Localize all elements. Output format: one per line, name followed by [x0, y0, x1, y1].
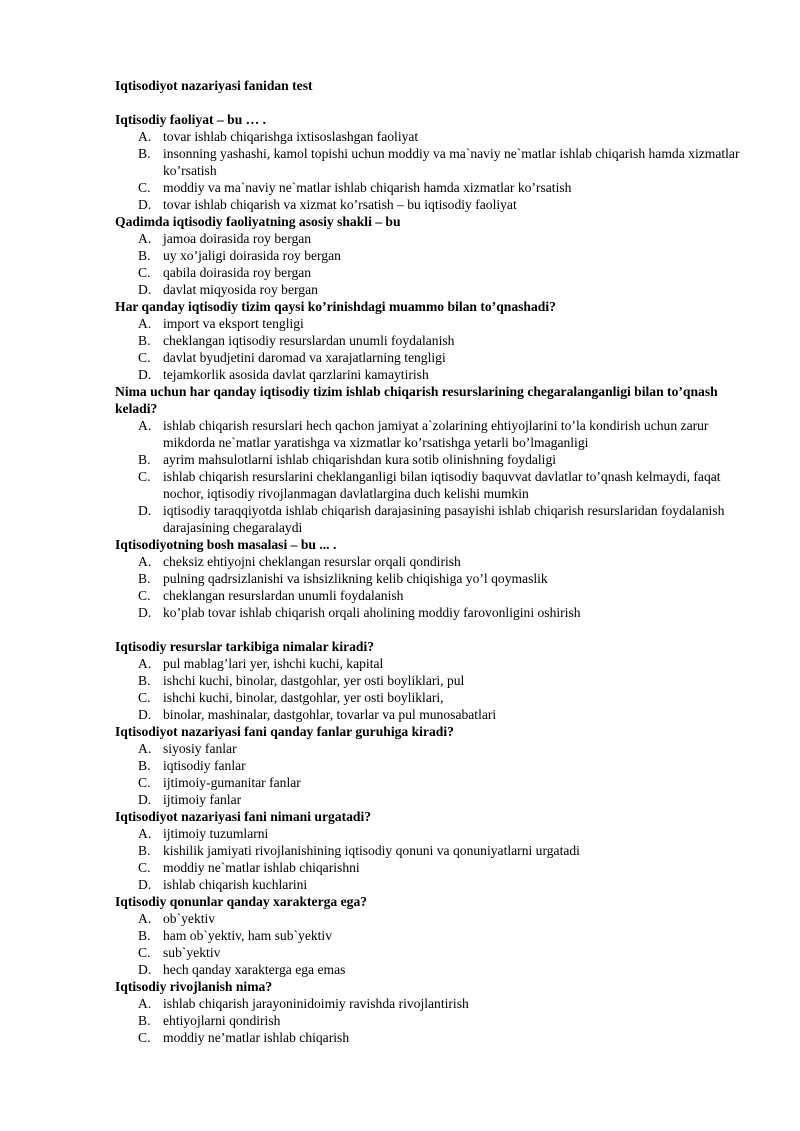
option-text: davlat byudjetini daromad va xarajatlarning tengligi	[163, 350, 446, 365]
question-block	[115, 893, 755, 978]
answer-option	[115, 1012, 755, 1029]
option-text: iqtisodiy fanlar	[163, 758, 246, 773]
option-letter: C.	[138, 350, 151, 365]
answer-options	[115, 128, 755, 213]
question-text: Iqtisodiy qonunlar qanday xarakterga ega?	[115, 894, 368, 909]
answer-option	[115, 366, 755, 383]
option-letter: D.	[138, 962, 152, 977]
question-list	[115, 111, 755, 1046]
question-text: Iqtisodiyot nazariyasi fani qanday fanlar guruhiga kiradi?	[115, 724, 454, 739]
option-letter: B.	[138, 333, 151, 348]
answer-option	[115, 825, 755, 842]
answer-option	[115, 774, 755, 791]
answer-options	[115, 740, 755, 808]
question-text: Qadimda iqtisodiy faoliyatning asosiy shakli – bu	[115, 214, 401, 229]
answer-options	[115, 417, 755, 536]
option-letter: C.	[138, 775, 151, 790]
answer-option	[115, 995, 755, 1012]
option-text: kishilik jamiyati rivojlanishining iqtisodiy qonuni va qonuniyatlarni urgatadi	[163, 843, 580, 858]
answer-option	[115, 842, 755, 859]
answer-options	[115, 910, 755, 978]
option-letter: A.	[138, 911, 152, 926]
answer-option	[115, 349, 755, 366]
answer-option	[115, 332, 755, 349]
option-text: ishlab chiqarish jarayoninidoimiy ravishda rivojlantirish	[163, 996, 469, 1011]
answer-option	[115, 417, 755, 451]
option-text: ishchi kuchi, binolar, dastgohlar, yer osti boyliklari, pul	[163, 673, 465, 688]
answer-option	[115, 689, 755, 706]
option-text: ijtimoiy tuzumlarni	[163, 826, 269, 841]
question-block	[115, 638, 755, 723]
answer-option	[115, 791, 755, 808]
option-text: davlat miqyosida roy bergan	[163, 282, 318, 297]
answer-option	[115, 468, 755, 502]
option-text: pulning qadrsizlanishi va ishsizlikning kelib chiqishiga yo’l qoymaslik	[163, 571, 548, 586]
option-text: iqtisodiy taraqqiyotda ishlab chiqarish darajasining pasayishi ishlab chiqarish resurslaridan foydalanish darajasining chegaralaydi	[163, 503, 725, 535]
question-text: Iqtisodiy resurslar tarkibiga nimalar kiradi?	[115, 639, 375, 654]
question-text: Har qanday iqtisodiy tizim qaysi ko’rinishdagi muammo bilan to’qnashadi?	[115, 299, 556, 314]
option-letter: A.	[138, 129, 152, 144]
option-letter: C.	[138, 860, 151, 875]
answer-option	[115, 944, 755, 961]
option-letter: B.	[138, 843, 151, 858]
option-letter: C.	[138, 265, 151, 280]
option-letter: C.	[138, 588, 151, 603]
answer-options	[115, 995, 755, 1046]
option-letter: B.	[138, 146, 151, 161]
answer-option	[115, 706, 755, 723]
option-letter: A.	[138, 826, 152, 841]
option-letter: A.	[138, 418, 152, 433]
option-text: sub`yektiv	[163, 945, 221, 960]
option-text: ijtimoiy fanlar	[163, 792, 242, 807]
question-text: Iqtisodiy faoliyat – bu … .	[115, 112, 267, 127]
option-text: tovar ishlab chiqarishga ixtisoslashgan faoliyat	[163, 129, 419, 144]
answer-option	[115, 502, 755, 536]
question-block	[115, 213, 755, 298]
option-letter: B.	[138, 1013, 151, 1028]
option-letter: C.	[138, 945, 151, 960]
answer-option	[115, 145, 755, 179]
option-text: moddiy ne’matlar ishlab chiqarish	[163, 1030, 350, 1045]
option-text: uy xo’jaligi doirasida roy bergan	[163, 248, 341, 263]
question-block	[115, 383, 755, 536]
answer-option	[115, 230, 755, 247]
answer-option	[115, 587, 755, 604]
question-block	[115, 298, 755, 383]
option-text: hech qanday xarakterga ega emas	[163, 962, 346, 977]
option-letter: A.	[138, 231, 152, 246]
option-text: tejamkorlik asosida davlat qarzlarini kamaytirish	[163, 367, 429, 382]
answer-option	[115, 859, 755, 876]
option-letter: D.	[138, 877, 152, 892]
option-text: cheklangan iqtisodiy resurslardan unumli foydalanish	[163, 333, 455, 348]
option-letter: D.	[138, 197, 152, 212]
option-text: ham ob`yektiv, ham sub`yektiv	[163, 928, 333, 943]
answer-option	[115, 451, 755, 468]
option-text: cheklangan resurslardan unumli foydalanish	[163, 588, 404, 603]
option-text: ehtiyojlarni qondirish	[163, 1013, 281, 1028]
answer-options	[115, 230, 755, 298]
option-text: import va eksport tengligi	[163, 316, 304, 331]
question-block	[115, 978, 755, 1046]
option-letter: D.	[138, 503, 152, 518]
question-text: Iqtisodiyot nazariyasi fani nimani urgatadi?	[115, 809, 372, 824]
answer-options	[115, 655, 755, 723]
option-letter: A.	[138, 656, 152, 671]
answer-option	[115, 196, 755, 213]
option-text: ob`yektiv	[163, 911, 216, 926]
option-letter: A.	[138, 741, 152, 756]
option-letter: C.	[138, 469, 151, 484]
answer-option	[115, 961, 755, 978]
document-title: Iqtisodiyot nazariyasi fanidan test	[115, 78, 313, 93]
test-document	[115, 77, 755, 1046]
answer-option	[115, 876, 755, 893]
option-letter: A.	[138, 554, 152, 569]
option-letter: C.	[138, 1030, 151, 1045]
answer-options	[115, 315, 755, 383]
question-text: Iqtisodiyotning bosh masalasi – bu ... .	[115, 537, 337, 552]
answer-option	[115, 757, 755, 774]
option-letter: B.	[138, 248, 151, 263]
option-letter: B.	[138, 758, 151, 773]
option-letter: B.	[138, 571, 151, 586]
question-text: Nima uchun har qanday iqtisodiy tizim ishlab chiqarish resurslarining chegaralanganligi bilan to’qnash keladi?	[115, 384, 718, 416]
question-block	[115, 111, 755, 213]
question-block	[115, 808, 755, 893]
answer-option	[115, 570, 755, 587]
answer-option	[115, 740, 755, 757]
option-letter: D.	[138, 707, 152, 722]
answer-option	[115, 1029, 755, 1046]
option-text: moddiy ne`matlar ishlab chiqarishni	[163, 860, 360, 875]
option-text: insonning yashashi, kamol topishi uchun moddiy va ma`naviy ne`matlar ishlab chiqarish hamda xizmatlar ko’rsatish	[163, 146, 740, 178]
question-block	[115, 536, 755, 621]
option-letter: D.	[138, 792, 152, 807]
option-text: binolar, mashinalar, dastgohlar, tovarlar va pul munosabatlari	[163, 707, 497, 722]
option-text: moddiy va ma`naviy ne`matlar ishlab chiqarish hamda xizmatlar ko’rsatish	[163, 180, 572, 195]
answer-options	[115, 825, 755, 893]
option-text: ishlab chiqarish resurslari hech qachon jamiyat a`zolarining ehtiyojlarini to’la kondirish uchun zarur mikdorda ne`matlar yaratishga va xizmatlar ko’rsatishga yetarli bo’lmaganligi	[163, 418, 709, 450]
option-letter: B.	[138, 673, 151, 688]
answer-option	[115, 264, 755, 281]
answer-option	[115, 910, 755, 927]
option-text: ishchi kuchi, binolar, dastgohlar, yer osti boyliklari,	[163, 690, 444, 705]
option-text: jamoa doirasida roy bergan	[163, 231, 312, 246]
option-text: ijtimoiy-gumanitar fanlar	[163, 775, 301, 790]
answer-option	[115, 655, 755, 672]
option-letter: D.	[138, 605, 152, 620]
option-text: ishlab chiqarish resurslarini cheklanganligi bilan iqtisodiy baquvvat davlatlar to’qnash kelmaydi, faqat nochor, iqtisodiy rivojlanmagan davlatlargina duch kelishi mumkin	[163, 469, 721, 501]
option-text: pul mablag’lari yer, ishchi kuchi, kapital	[163, 656, 384, 671]
option-text: ayrim mahsulotlarni ishlab chiqarishdan kura sotib olinishning foydaligi	[163, 452, 557, 467]
option-letter: C.	[138, 180, 151, 195]
answer-options	[115, 553, 755, 621]
answer-option	[115, 247, 755, 264]
option-text: ko’plab tovar ishlab chiqarish orqali aholining moddiy farovonligini oshirish	[163, 605, 581, 620]
option-letter: D.	[138, 367, 152, 382]
answer-option	[115, 315, 755, 332]
question-block	[115, 723, 755, 808]
option-text: tovar ishlab chiqarish va xizmat ko’rsatish – bu iqtisodiy faoliyat	[163, 197, 517, 212]
option-text: ishlab chiqarish kuchlarini	[163, 877, 308, 892]
option-text: cheksiz ehtiyojni cheklangan resurslar orqali qondirish	[163, 554, 461, 569]
option-letter: A.	[138, 996, 152, 1011]
option-letter: A.	[138, 316, 152, 331]
answer-option	[115, 672, 755, 689]
question-text: Iqtisodiy rivojlanish nima?	[115, 979, 273, 994]
option-text: siyosiy fanlar	[163, 741, 237, 756]
answer-option	[115, 604, 755, 621]
option-letter: C.	[138, 690, 151, 705]
option-text: qabila doirasida roy bergan	[163, 265, 312, 280]
answer-option	[115, 553, 755, 570]
answer-option	[115, 281, 755, 298]
answer-option	[115, 128, 755, 145]
option-letter: B.	[138, 452, 151, 467]
answer-option	[115, 927, 755, 944]
answer-option	[115, 179, 755, 196]
option-letter: D.	[138, 282, 152, 297]
option-letter: B.	[138, 928, 151, 943]
